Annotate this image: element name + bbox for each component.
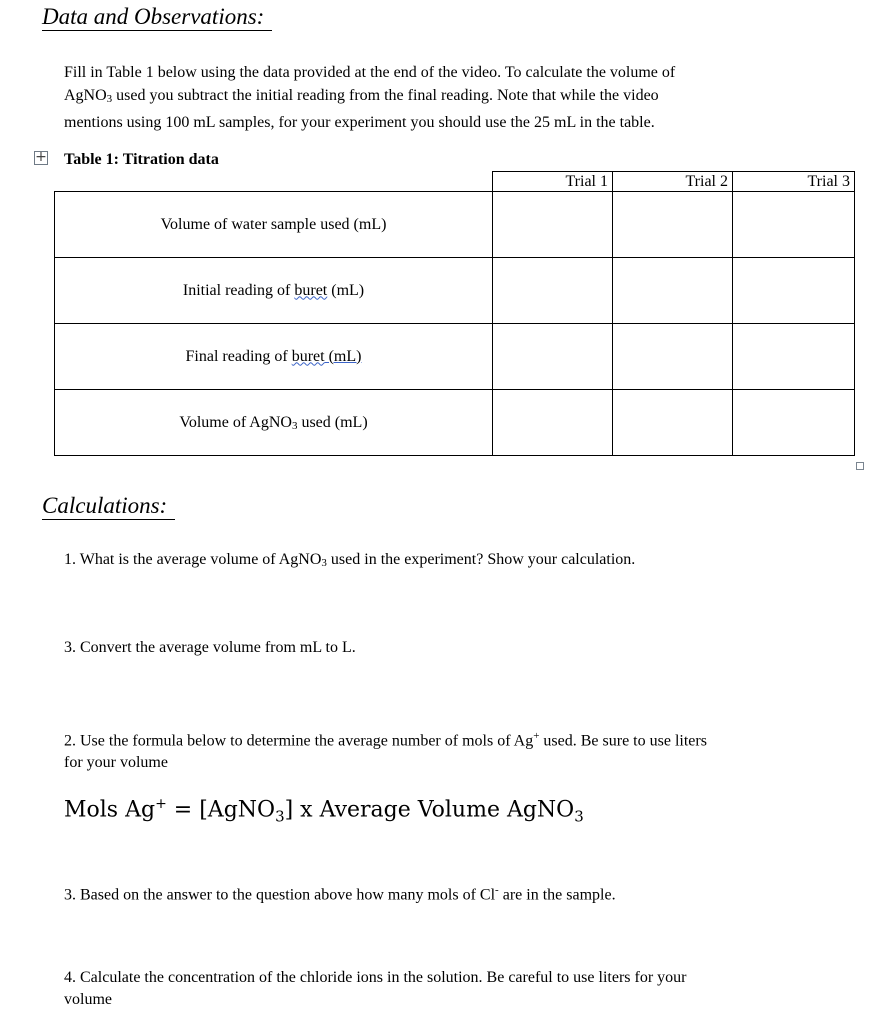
cell-water-trial-3[interactable]: [733, 192, 855, 258]
intro-line-1: Fill in Table 1 below using the data provided at the end of the video. To calculate the volume of: [64, 64, 676, 81]
cell-final-trial-3[interactable]: [733, 324, 855, 390]
intro-line-2-rest: used you subtract the initial reading from the final reading. Note that while the video: [112, 87, 659, 104]
row-label-agno3-volume: [55, 390, 493, 456]
q4-line-1: 4. Calculate the concentration of the chloride ions in the solution. Be careful to use liters for your: [64, 969, 687, 986]
cell-final-trial-2[interactable]: [613, 324, 733, 390]
agno3-label-unit: used (mL): [297, 413, 368, 431]
q3b-text-rest: are in the sample.: [498, 886, 616, 904]
formula-subscript-1: 3: [275, 807, 285, 826]
cell-agno3-trial-2[interactable]: [613, 390, 733, 456]
mols-formula: [64, 790, 584, 831]
cell-initial-trial-2[interactable]: [613, 258, 733, 324]
intro-line-2: [64, 84, 854, 111]
spelling-flagged-word[interactable]: buret: [294, 281, 328, 299]
q3b-superscript: -: [495, 884, 499, 896]
formula-lhs: Mols Ag: [64, 797, 156, 823]
calculations-heading: Calculations:: [42, 493, 175, 520]
final-label-text: Final reading of: [185, 347, 292, 365]
q2-superscript: +: [533, 730, 540, 742]
table-header-row: [55, 172, 855, 192]
cell-water-trial-2[interactable]: [613, 192, 733, 258]
intro-agno-text: AgNO: [64, 87, 107, 104]
data-observations-heading: Data and Observations:: [42, 4, 272, 31]
table-row-water-volume: [55, 192, 855, 258]
cell-agno3-trial-3[interactable]: [733, 390, 855, 456]
q2-line-1: [64, 725, 864, 752]
header-trial-3: Trial 3: [733, 172, 855, 192]
table-row-initial-reading: [55, 258, 855, 324]
agno3-label-subscript: 3: [291, 419, 298, 432]
q2-text-rest: used. Be sure to use liters: [539, 732, 707, 750]
initial-label-text: Initial reading of: [182, 281, 295, 299]
q2-line-2: for your volume: [64, 754, 168, 772]
intro-agno-subscript: 3: [106, 93, 113, 105]
question-1: [64, 549, 635, 574]
cell-water-trial-1[interactable]: [493, 192, 613, 258]
initial-label-unit: (mL): [327, 281, 365, 299]
intro-line-3: mentions using 100 mL samples, for your experiment you should use the 25 mL in the table.: [64, 114, 655, 131]
q1-text: 1. What is the average volume of AgNO: [64, 551, 322, 568]
q3b-text: 3. Based on the answer to the question above how many mols of Cl: [64, 886, 496, 904]
final-label-unit: (mL): [324, 347, 362, 365]
cell-initial-trial-3[interactable]: [733, 258, 855, 324]
header-trial-1: Trial 1: [493, 172, 613, 192]
formula-middle: ] x Average Volume AgNO: [284, 797, 575, 823]
titration-table: [54, 171, 855, 456]
formula-subscript-2: 3: [574, 807, 584, 826]
cell-agno3-trial-1[interactable]: [493, 390, 613, 456]
q4-line-2: volume: [64, 991, 112, 1008]
row-label-initial-reading: [55, 258, 493, 324]
cell-initial-trial-1[interactable]: [493, 258, 613, 324]
q1-subscript: 3: [321, 557, 327, 569]
row-label-final-reading: [55, 324, 493, 390]
question-3-convert: 3. Convert the average volume from mL to L.: [64, 639, 356, 656]
q1-text-rest: used in the experiment? Show your calculation.: [326, 551, 636, 568]
table-caption: Table 1: Titration data: [64, 151, 219, 168]
formula-lhs-superscript: +: [155, 796, 167, 812]
row-label-water-volume: Volume of water sample used (mL): [55, 192, 493, 258]
cell-final-trial-1[interactable]: [493, 324, 613, 390]
formula-equals: = [AgNO: [166, 797, 276, 823]
table-resize-handle-icon[interactable]: [856, 462, 864, 470]
question-3-chloride: [64, 879, 616, 906]
spelling-flagged-word[interactable]: buret: [291, 347, 325, 365]
table-move-handle-icon[interactable]: +: [35, 149, 47, 165]
header-empty-cell: [55, 172, 493, 192]
agno3-label-text: Volume of AgNO: [179, 413, 292, 431]
table-row-final-reading: [55, 324, 855, 390]
question-4: [64, 967, 864, 1011]
q2-text: 2. Use the formula below to determine the average number of mols of Ag: [64, 732, 534, 750]
header-trial-2: Trial 2: [613, 172, 733, 192]
question-2: [64, 725, 864, 774]
table-row-agno3-volume: [55, 390, 855, 456]
intro-paragraph: [64, 61, 854, 134]
